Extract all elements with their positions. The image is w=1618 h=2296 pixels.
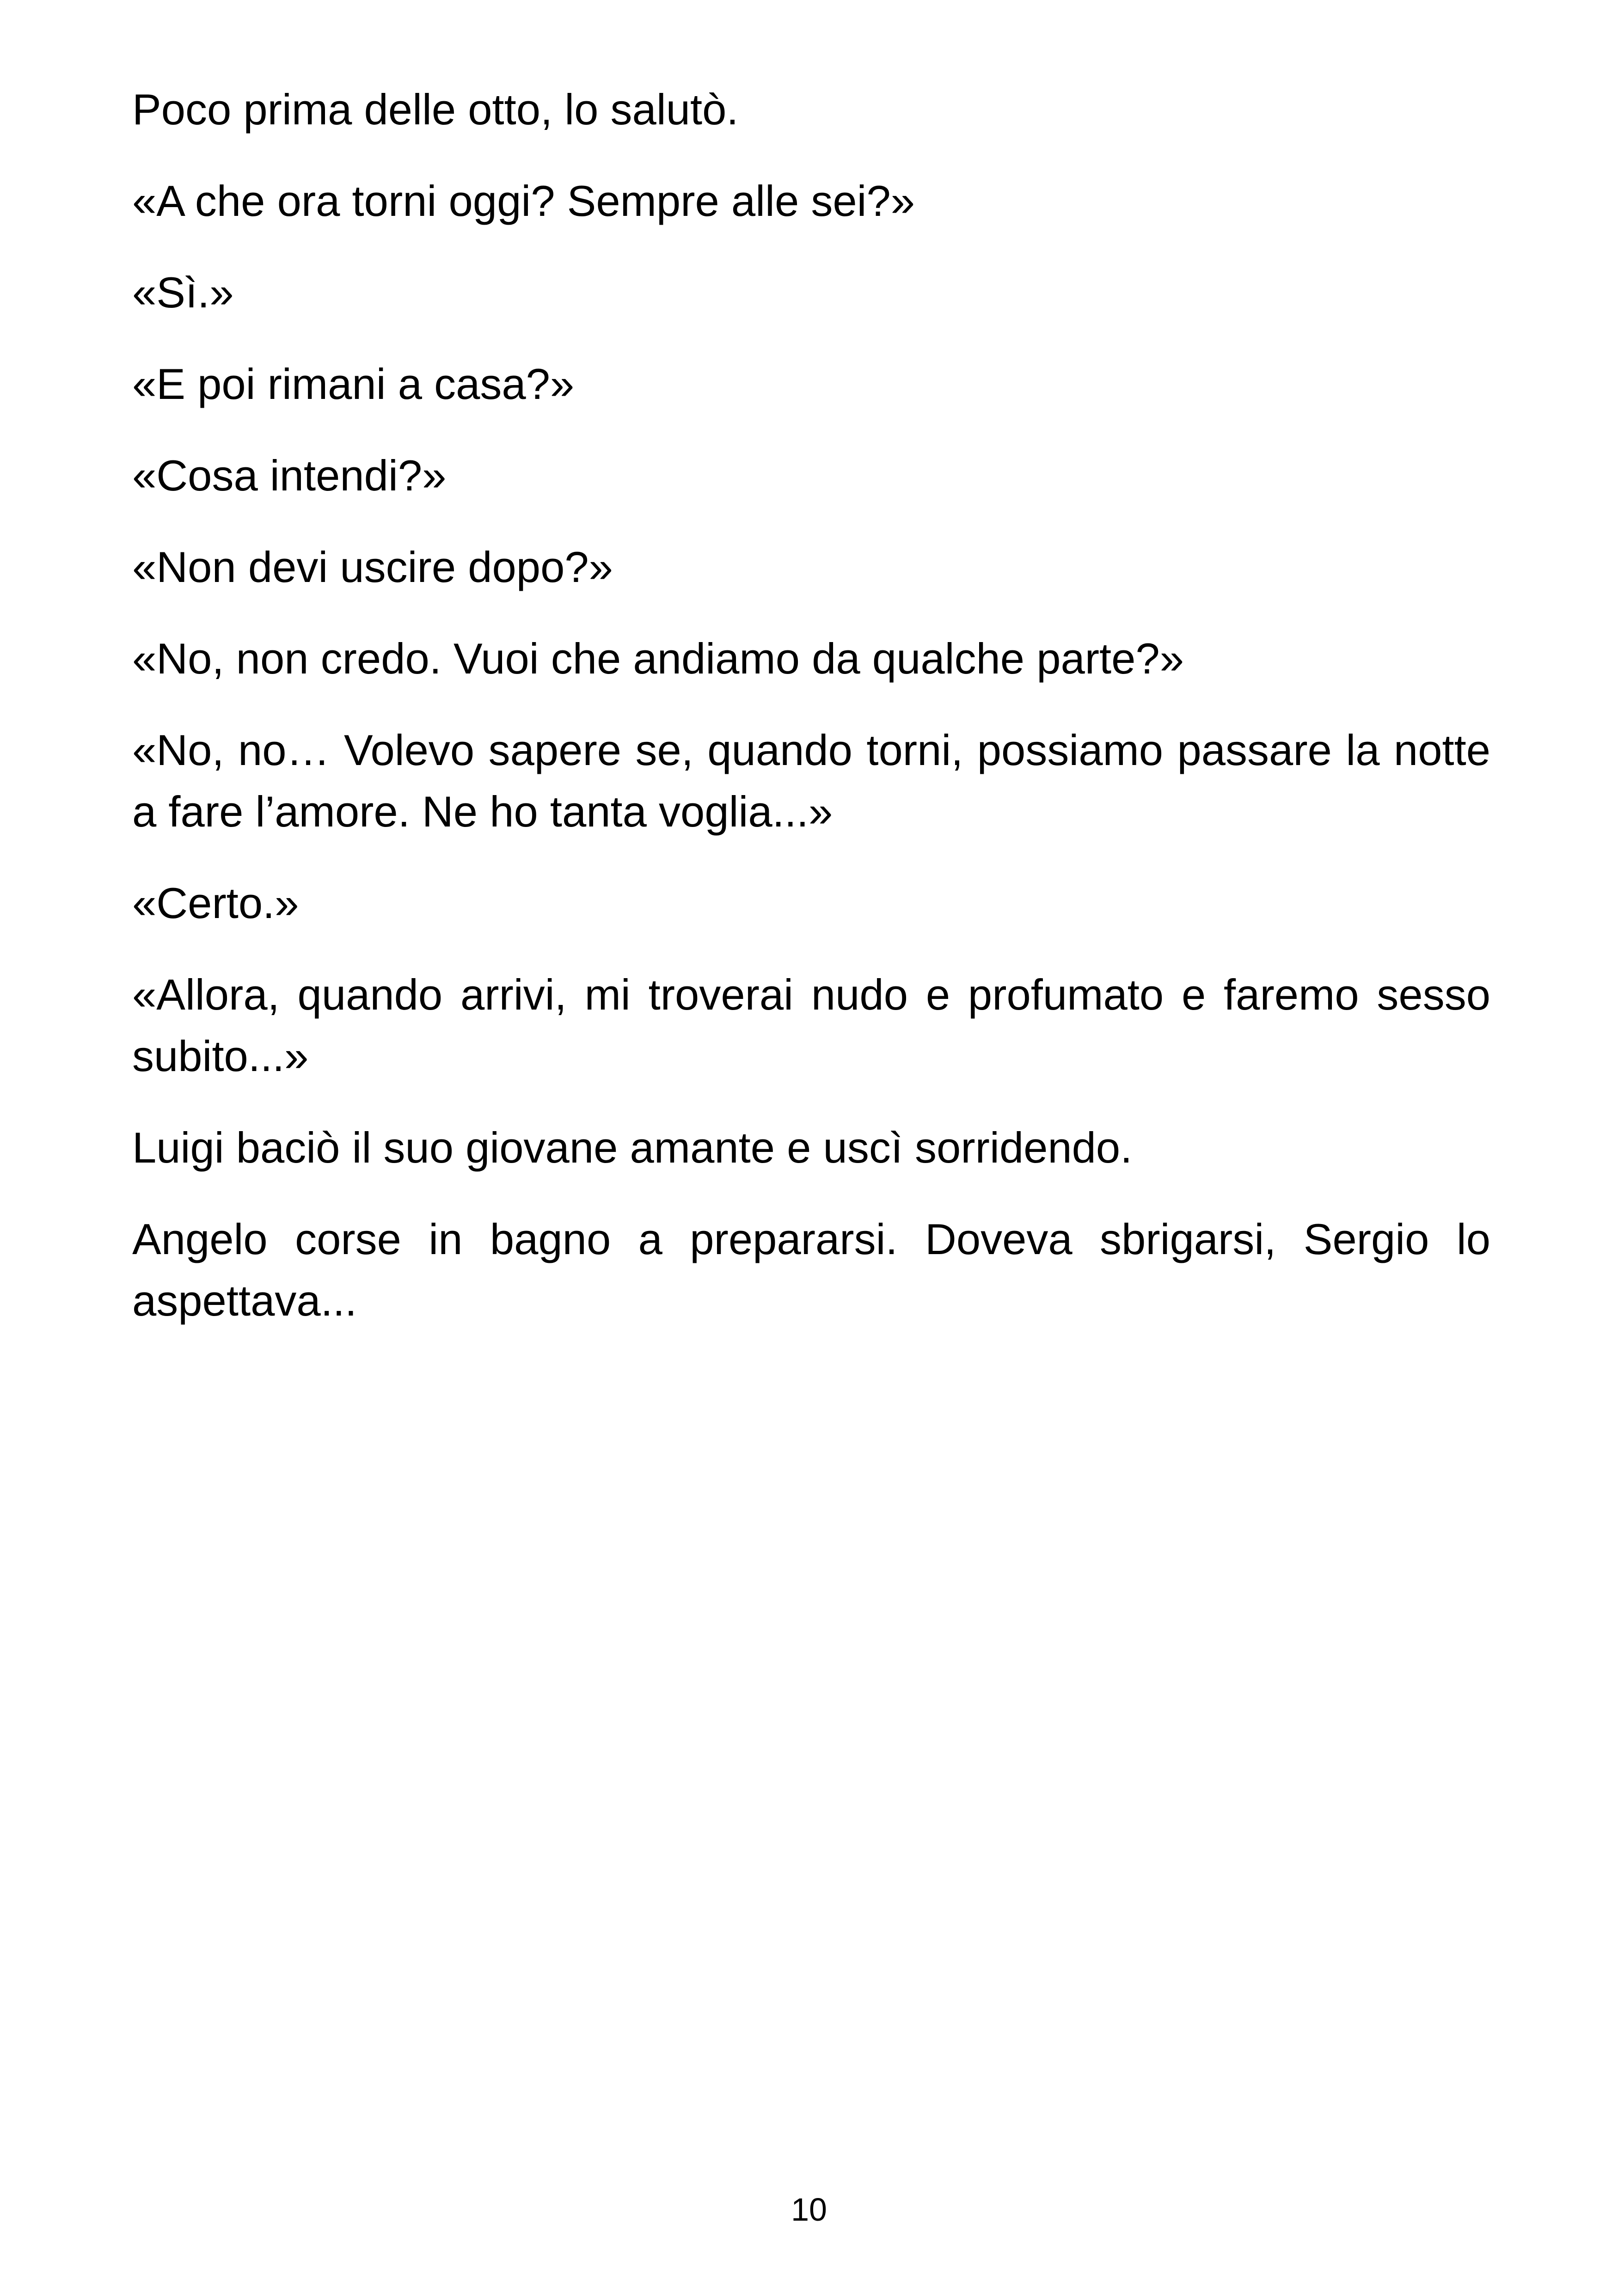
paragraph: «No, non credo. Vuoi che andiamo da qualche parte?»: [132, 634, 1184, 683]
paragraph: Luigi baciò il suo giovane amante e uscì sorridendo.: [132, 1123, 1133, 1172]
text-column: [132, 79, 1490, 1361]
paragraph: «No, no… Volevo sapere se, quando torni, possiamo passare la notte a fare l’amore. Ne ho tanta voglia...»: [132, 726, 1490, 836]
paragraph: «A che ora torni oggi? Sempre alle sei?»: [132, 177, 915, 225]
paragraph: Poco prima delle otto, lo salutò.: [132, 85, 739, 134]
page-number: 10: [791, 2192, 827, 2228]
paragraph: «Allora, quando arrivi, mi troverai nudo e profumato e faremo sesso subito...»: [132, 970, 1490, 1080]
paragraph: «Cosa intendi?»: [132, 451, 447, 500]
paragraph: «Sì.»: [132, 268, 234, 317]
paragraph: «Certo.»: [132, 879, 299, 927]
paragraph: «Non devi uscire dopo?»: [132, 543, 613, 591]
paragraph: Angelo corse in bagno a prepararsi. Doveva sbrigarsi, Sergio lo aspettava...: [132, 1215, 1490, 1325]
paragraph: «E poi rimani a casa?»: [132, 360, 575, 408]
